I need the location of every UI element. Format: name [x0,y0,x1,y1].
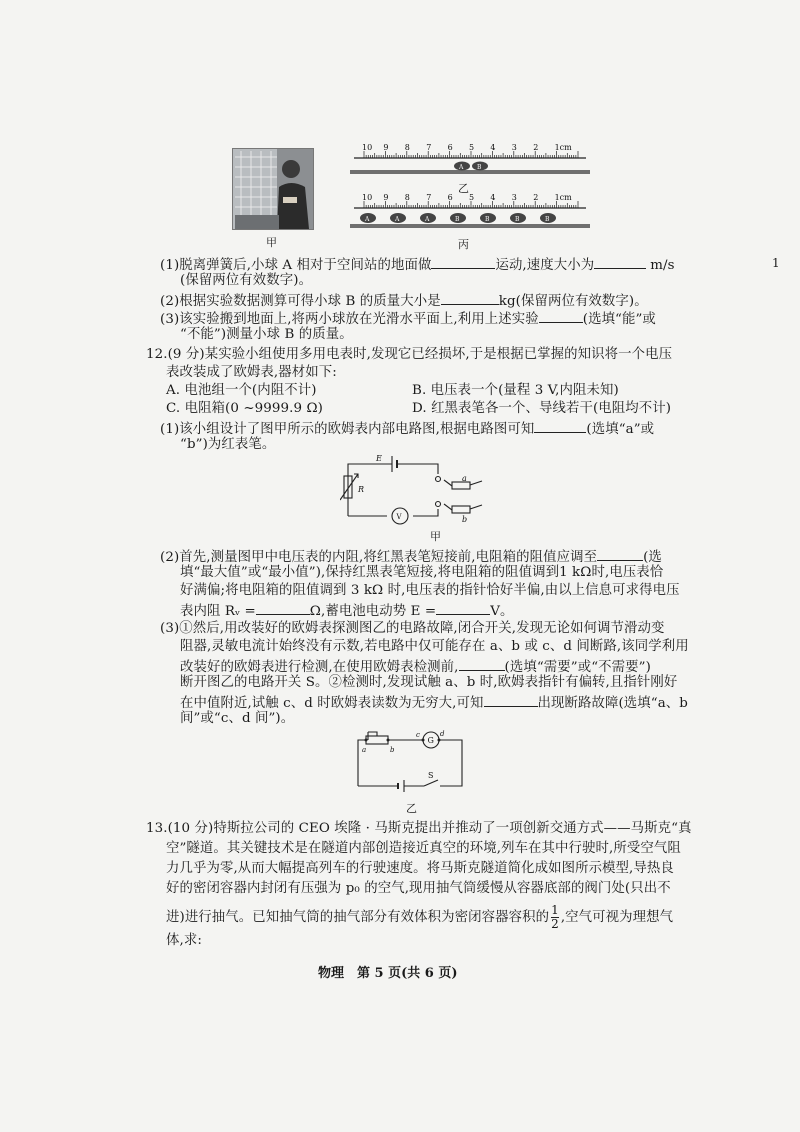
ball-bing-label-4: B [485,216,490,223]
ruler-yi-label-2: 8 [404,144,410,152]
caption-circuit-yi: 乙 [406,802,417,815]
q12-s2d: 好满偏;将电阻箱的阻值调到 3 kΩ 时,电压表的指针恰好半偏,由以上信息可求得电压 [180,583,680,598]
ball-bing-label-5: B [515,216,520,223]
galvanometer-symbol: G [427,736,434,745]
ruler-bing-label-5: 5 [469,194,475,202]
ball-yi-b-label: B [477,164,482,171]
q11-p1d: (保留两位有效数字)。 [180,273,313,288]
answer-blank-red-probe[interactable] [534,418,586,433]
q12-s3a: (3)①然后,用改装好的欧姆表探测图乙的电路故障,闭合开关,发现无论如何调节滑动变 [160,621,665,636]
astronaut-photo-graphic [233,149,313,229]
caption-jia-top: 甲 [266,236,277,249]
label-b-yi: b [390,746,395,754]
q13-line5 [166,904,673,931]
q12-option-c: C. 电阻箱(0 ~9999.9 Ω) [166,401,324,416]
label-a-yi: a [362,746,367,754]
q12-s1b: (选填“a”或 [586,422,655,437]
ruler-yi-label-4: 6 [447,144,453,152]
q11-p2b: kg(保留两位有效数字)。 [498,294,648,309]
q13-l5b: ,空气可视为理想气 [560,910,674,925]
q11-p1b: 运动,速度大小为 [495,258,595,273]
answer-blank-mass-b[interactable] [441,290,499,305]
label-d-yi: d [440,730,445,738]
ball-bing-label-1: A [395,216,400,223]
answer-blank-max-min[interactable] [597,546,643,561]
ruler-bing-label-7: 3 [511,194,517,202]
fraction-one-half [551,904,559,931]
ruler-yi-label-7: 3 [511,144,517,152]
q11-p3b: (选填“能”或 [582,312,656,327]
q13-line1: 13.(10 分)特斯拉公司的 CEO 埃隆 · 马斯克提出并推动了一项创新交通方式——马斯克“真 [146,821,692,836]
ruler-yi-label-8: 2 [533,144,539,152]
answer-blank-emf[interactable] [436,600,490,615]
q12-s3d: (选填“需要”或“不需要”) [504,660,651,675]
q12-s3e: 断开图乙的电路开关 S。②检测时,发现试触 a、b 时,欧姆表指针有偏转,且指针刚好 [180,675,678,690]
label-a-jia: a [462,474,467,483]
q12-stem-line1: 12.(9 分)某实验小组使用多用电表时,发现它已经损坏,于是根据已掌握的知识将一个电压 [146,347,673,362]
ruler-yi-label-5: 5 [469,144,475,152]
ruler-yi-label-6: 4 [490,144,496,152]
caption-circuit-jia: 甲 [430,530,441,543]
q12-sub2-line4 [180,600,513,621]
q12-s2c: 填“最大值”或“最小值”),保持红黑表笔短接,将电阻箱的阻值调到1 kΩ时,电压表恰 [180,565,664,580]
answer-blank-need-disconnect[interactable] [459,656,505,671]
q11-p3a: (3)该实验搬到地面上,将两小球放在光滑水平面上,利用上述实验 [160,312,539,327]
q12-s3b: 阻器,灵敏电流计始终没有示数,若电路中仅可能存在 a、b 或 c、d 间断路,该同学利用 [180,639,689,654]
q13-l5a: 进)进行抽气。已知抽气筒的抽气部分有效体积为密闭容器容积的 [166,910,550,925]
q12-option-b: B. 电压表一个(量程 3 V,内阻未知) [412,383,619,398]
answer-blank-can-cannot[interactable] [539,308,583,323]
q12-s3f: 在中值附近,试触 c、d 时欧姆表读数为无穷大,可知 [180,696,484,711]
q13-line2: 空”隧道。其关键技术是在隧道内部创造接近真空的环境,列车在其中行驶时,所受空气阻 [166,841,681,856]
answer-blank-rv[interactable] [256,600,310,615]
circuit-diagram-jia [340,452,490,542]
q12-s1c: “b”)为红表笔。 [180,437,276,452]
answer-blank-speed[interactable] [594,254,646,269]
ruler-bing-label-4: 6 [447,194,453,202]
q12-s2g: V。 [490,604,514,619]
voltmeter-symbol: V [396,513,402,521]
ruler-bing-label-3: 7 [426,194,432,202]
q13-line3: 力几乎为零,从而大幅提高列车的行驶速度。将马斯克隧道简化成如图所示模型,导热良 [166,861,674,876]
ruler-bing-label-1: 9 [383,194,389,202]
q12-stem-line2: 表改装成了欧姆表,器材如下: [166,365,337,380]
q12-s3c: 改装好的欧姆表进行检测,在使用欧姆表检测前, [180,660,459,675]
photo-astronaut-experiment [232,148,314,230]
page-footer: 物理 第 5 页(共 6 页) [318,966,458,981]
q12-s2b: (选 [643,550,662,565]
answer-blank-fault-location[interactable] [484,692,538,707]
q12-option-a: A. 电池组一个(内阻不计) [166,383,317,398]
q12-option-d: D. 红黑表笔各一个、导线若干(电阻均不计) [412,401,672,416]
caption-yi-top: 乙 [458,182,469,195]
ruler-yi [350,144,590,180]
q12-s2e: 表内阻 Rᵥ = [180,604,256,619]
q13-line6: 体,求: [166,933,202,948]
ruler-yi-label-0: 10 [362,144,373,152]
ruler-bing-label-6: 4 [490,194,496,202]
label-e: E [376,454,382,463]
label-r: R [358,485,365,494]
answer-blank-motion-type[interactable] [431,254,495,269]
q13-line4: 好的密闭容器内封闭有压强为 p₀ 的空气,现用抽气筒缓慢从容器底部的阀门处(只出不 [166,881,671,896]
ruler-yi-label-3: 7 [426,144,432,152]
q12-s3g: 出现断路故障(选填“a、b [537,696,688,711]
ball-yi-a-label: A [459,164,464,171]
ruler-bing-label-0: 10 [362,194,373,202]
q11-p2a: (2)根据实验数据测算可得小球 B 的质量大小是 [160,294,441,309]
q12-s2a: (2)首先,测量图甲中电压表的内阻,将红黑表笔短接前,电阻箱的阻值应调至 [160,550,598,565]
ruler-yi-label-9: 1cm [554,144,572,152]
ruler-bing-label-8: 2 [533,194,539,202]
q12-s1a: (1)该小组设计了图甲所示的欧姆表内部电路图,根据电路图可知 [160,422,535,437]
q12-s2f: Ω,蓄电池电动势 E = [309,604,437,619]
edge-mark: 1 [772,256,780,270]
q12-s3h: 间”或“c、d 间”)。 [180,711,295,726]
ruler-bing-label-9: 1cm [554,194,572,202]
q11-p1c: m/s [650,258,675,273]
ruler-bing [350,194,590,234]
label-b-jia: b [462,515,468,524]
q11-p3c: “不能”)测量小球 B 的质量。 [180,327,353,342]
fraction-denominator: 2 [551,917,559,931]
ruler-yi-label-1: 9 [383,144,389,152]
ball-bing-label-2: A [425,216,430,223]
caption-bing-top: 丙 [458,238,469,251]
label-c-yi: c [416,731,420,739]
ball-bing-label-3: B [455,216,460,223]
q11-p1a: (1)脱离弹簧后,小球 A 相对于空间站的地面做 [160,258,432,273]
fraction-numerator: 1 [551,903,559,917]
ball-bing-label-0: A [365,216,370,223]
ball-bing-label-6: B [545,216,550,223]
label-s-yi: S [428,771,434,780]
circuit-diagram-yi [352,728,472,798]
ruler-bing-label-2: 8 [404,194,410,202]
